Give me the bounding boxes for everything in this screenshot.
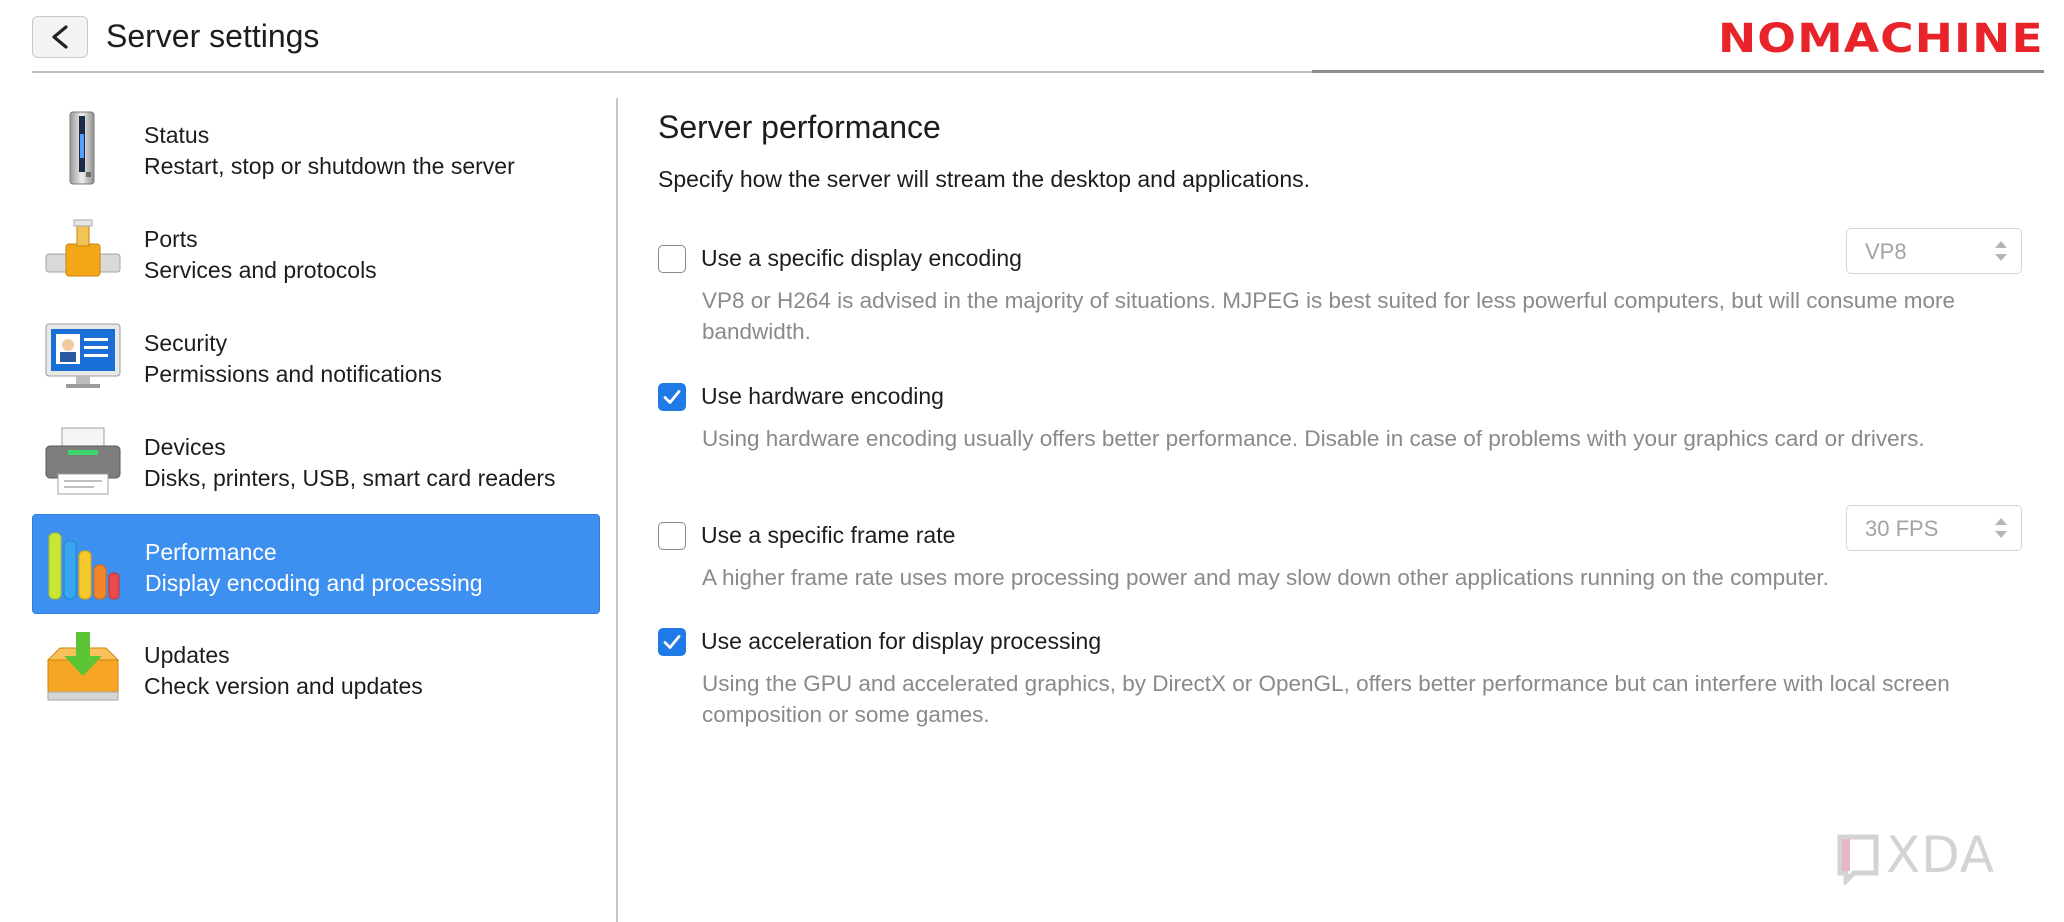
- display-acceleration-help: Using the GPU and accelerated graphics, by DirectX or OpenGL, offers better performance but can interfere with local screen composition or some games.: [702, 671, 1950, 727]
- frame-rate-select-value: 30 FPS: [1865, 516, 1939, 541]
- display-acceleration-label[interactable]: Use acceleration for display processing: [701, 628, 1102, 654]
- performance-bars-icon: [45, 527, 123, 603]
- back-arrow-icon: [48, 24, 72, 50]
- sidebar-item-performance[interactable]: [32, 514, 600, 614]
- option-hardware-encoding: [658, 381, 2022, 454]
- option-frame-rate: [658, 516, 2022, 593]
- checkmark-icon: [662, 387, 682, 407]
- frame-rate-select[interactable]: [1846, 505, 2022, 551]
- frame-rate-checkbox[interactable]: [658, 522, 686, 550]
- sidebar-item-updates[interactable]: [32, 618, 600, 718]
- display-encoding-checkbox[interactable]: [658, 245, 686, 273]
- back-button[interactable]: [32, 16, 88, 58]
- hardware-encoding-label[interactable]: Use hardware encoding: [701, 383, 944, 409]
- hardware-encoding-help: Using hardware encoding usually offers better performance. Disable in case of problems with your graphics card or drivers.: [702, 426, 1925, 451]
- updown-arrows-icon: [1993, 516, 2009, 540]
- frame-rate-label[interactable]: Use a specific frame rate: [701, 522, 956, 548]
- sidebar-item-ports[interactable]: [32, 202, 600, 302]
- sidebar-item-title: Security: [144, 330, 228, 356]
- ports-connector-icon: [44, 214, 122, 290]
- sidebar-item-subtitle: Services and protocols: [144, 257, 377, 283]
- sidebar-item-status[interactable]: [32, 98, 600, 198]
- sidebar-item-title: Updates: [144, 642, 230, 668]
- xda-text: XDA: [1886, 826, 1996, 884]
- sidebar-item-security[interactable]: [32, 306, 600, 406]
- display-encoding-label[interactable]: Use a specific display encoding: [701, 245, 1022, 271]
- option-display-acceleration: [658, 626, 2022, 730]
- xda-logo-icon: [1836, 833, 1880, 885]
- sidebar-item-devices[interactable]: [32, 410, 600, 510]
- sidebar-item-title: Performance: [145, 539, 277, 565]
- hardware-encoding-checkbox[interactable]: [658, 383, 686, 411]
- display-acceleration-checkbox[interactable]: [658, 628, 686, 656]
- sidebar: [32, 98, 600, 722]
- xda-watermark: [1836, 826, 1995, 885]
- frame-rate-help: A higher frame rate uses more processing power and may slow down other applications running on the computer.: [702, 565, 1829, 590]
- sidebar-item-subtitle: Check version and updates: [144, 673, 423, 699]
- sidebar-item-title: Ports: [144, 226, 198, 252]
- display-encoding-select[interactable]: [1846, 228, 2022, 274]
- section-title: Server performance: [658, 109, 941, 145]
- download-box-icon: [44, 630, 122, 706]
- sidebar-item-subtitle: Display encoding and processing: [145, 570, 483, 596]
- checkmark-icon: [662, 632, 682, 652]
- page-title: Server settings: [106, 18, 320, 54]
- display-encoding-help: VP8 or H264 is advised in the majority of situations. MJPEG is best suited for less powerful computers, but will consume more bandwidth.: [702, 288, 1956, 344]
- sidebar-item-subtitle: Disks, printers, USB, smart card readers: [144, 465, 556, 491]
- server-tower-icon: [44, 110, 122, 186]
- sidebar-item-title: Status: [144, 122, 210, 148]
- printer-icon: [44, 422, 122, 498]
- sidebar-divider: [616, 98, 618, 922]
- security-monitor-icon: [44, 318, 122, 394]
- sidebar-item-title: Devices: [144, 434, 226, 460]
- section-description: Specify how the server will stream the desktop and applications.: [658, 166, 1310, 192]
- sidebar-item-subtitle: Permissions and notifications: [144, 361, 442, 387]
- updown-arrows-icon: [1993, 239, 2009, 263]
- sidebar-item-subtitle: Restart, stop or shutdown the server: [144, 153, 515, 179]
- nomachine-logo: NOMACHINE: [1718, 16, 2044, 62]
- display-encoding-select-value: VP8: [1865, 239, 1907, 264]
- option-display-encoding: [658, 239, 2022, 347]
- header-divider-accent: [1312, 70, 2044, 73]
